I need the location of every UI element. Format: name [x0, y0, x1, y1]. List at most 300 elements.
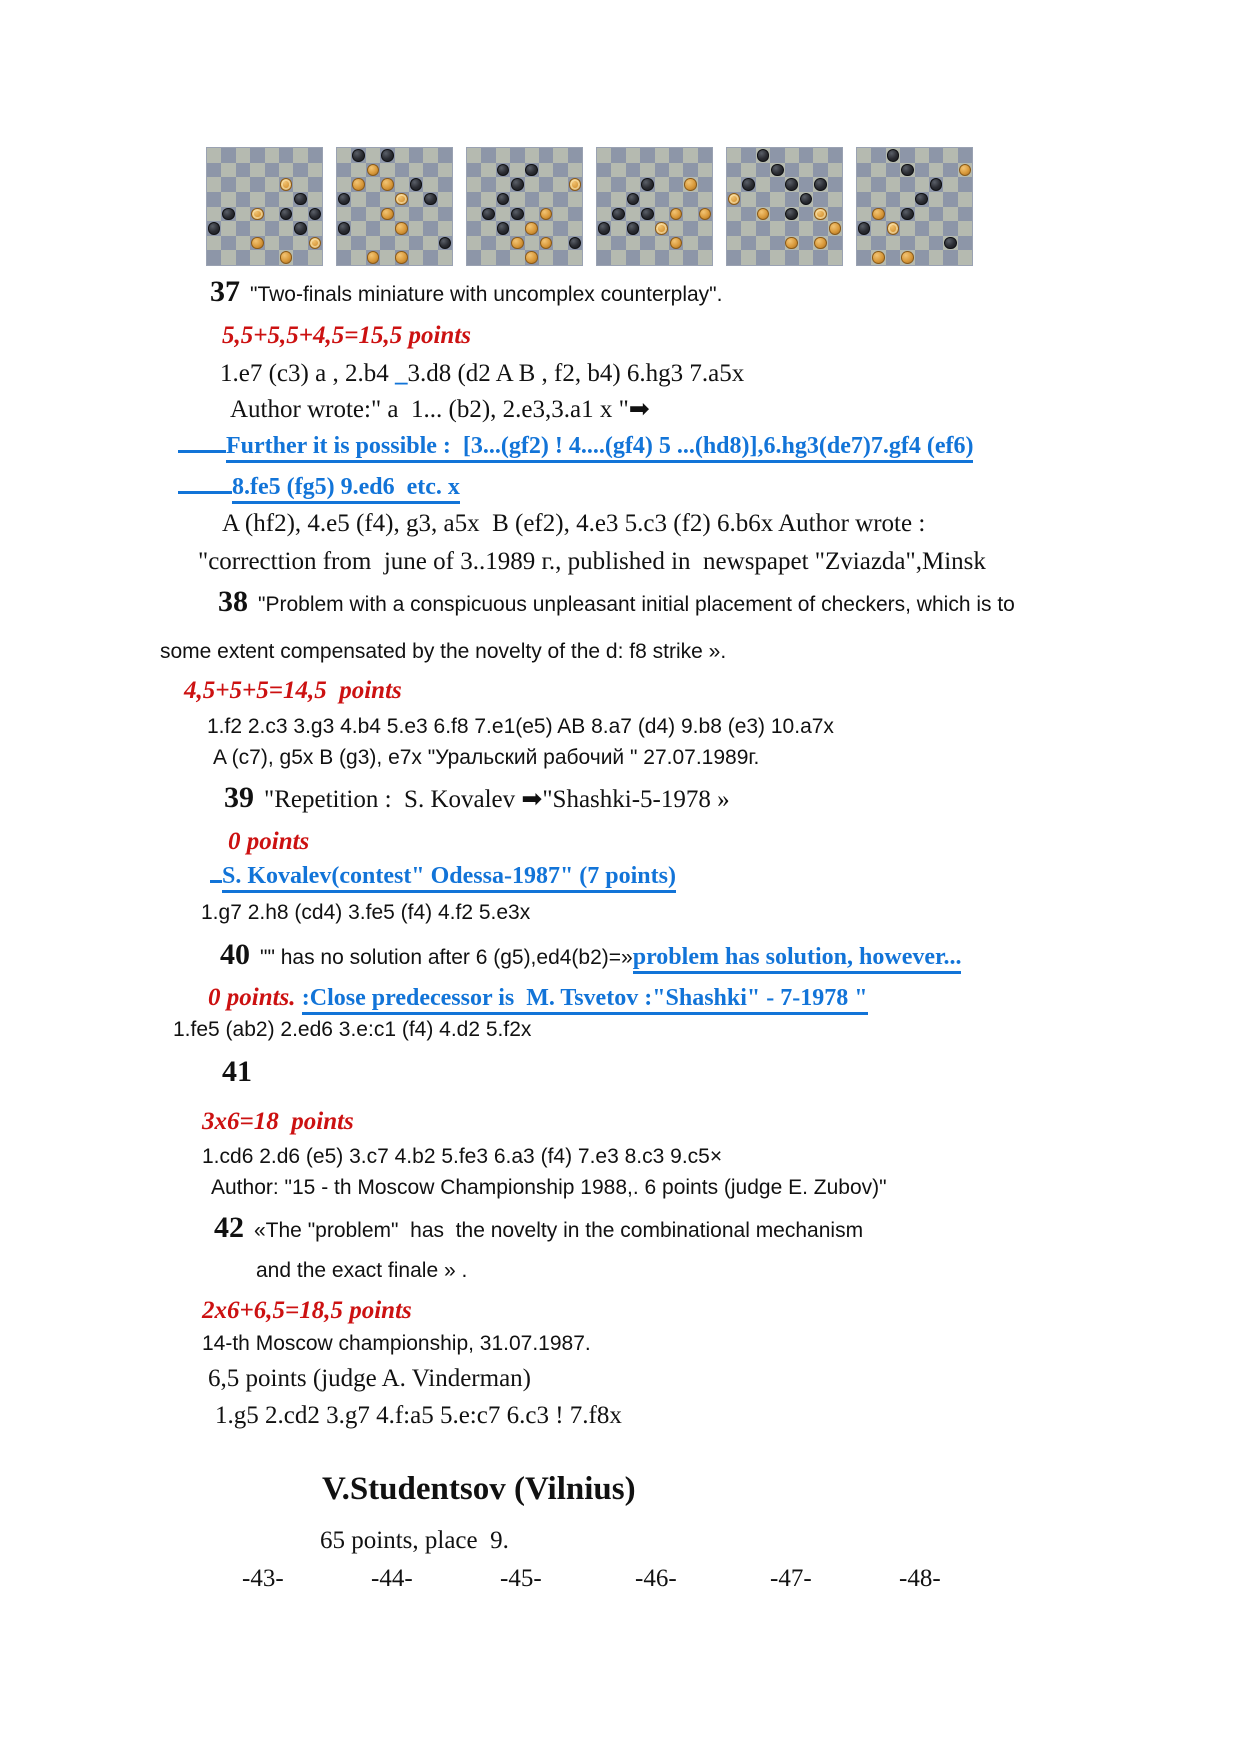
- board-square: [655, 148, 669, 163]
- board-square: [467, 192, 481, 207]
- board-square: [611, 177, 625, 192]
- board-square: [207, 236, 221, 251]
- board-square: [828, 148, 842, 163]
- problem-37-correction-note: "correcttion from june of 3..1989 г., published in newspapet "Zviazda",Minsk: [198, 548, 986, 575]
- board-square: [380, 163, 394, 178]
- problem-37-correction-line-1: Further it is possible : [3...(gf2) ! 4....(gf4) 5 ...(hd8)],6.hg3(de7)7.gf4 (ef6): [178, 434, 973, 460]
- problem-38-points: 4,5+5+5=14,5 points: [184, 677, 402, 704]
- board-square: [525, 207, 539, 222]
- black-checker-piece: [482, 208, 495, 221]
- board-square: [207, 207, 221, 222]
- board-square: [886, 236, 900, 251]
- board-square: [813, 250, 827, 265]
- board-square: [380, 250, 394, 265]
- problem-41-header: 41: [222, 1055, 252, 1088]
- board-square: [380, 192, 394, 207]
- board-square: [265, 221, 279, 236]
- problem-41-solution: 1.cd6 2.d6 (e5) 3.c7 4.b2 5.fe3 6.a3 (f4) 7.e3 8.c3 9.c5×: [202, 1145, 723, 1168]
- board-square: [221, 163, 235, 178]
- board-square: [727, 148, 741, 163]
- board-square: [770, 221, 784, 236]
- black-checker-piece: [785, 178, 798, 191]
- board-square: [221, 236, 235, 251]
- board-square: [236, 236, 250, 251]
- board-square: [265, 148, 279, 163]
- board-square: [380, 221, 394, 236]
- board-square: [611, 221, 625, 236]
- black-checker-piece: [757, 149, 770, 162]
- board-square: [250, 177, 264, 192]
- board-square: [626, 250, 640, 265]
- board-square: [886, 177, 900, 192]
- gold-checker-piece: [395, 222, 408, 235]
- board-square: [857, 163, 871, 178]
- board-square: [741, 148, 755, 163]
- board-square: [467, 207, 481, 222]
- problem-40-solution: 1.fe5 (ab2) 2.ed6 3.e:c1 (f4) 4.d2 5.f2x: [173, 1018, 532, 1041]
- problem-39-header: [224, 782, 730, 814]
- board-square: [626, 207, 640, 222]
- black-checker-piece: [887, 149, 900, 162]
- board-square: [597, 163, 611, 178]
- board-square: [337, 177, 351, 192]
- board-square: [611, 236, 625, 251]
- black-checker-piece: [381, 149, 394, 162]
- board-square: [553, 148, 567, 163]
- board-square: [799, 207, 813, 222]
- board-square: [640, 163, 654, 178]
- board-square: [337, 207, 351, 222]
- board-square: [640, 221, 654, 236]
- board-square: [568, 192, 582, 207]
- problem-42-points: 2x6+6,5=18,5 points: [202, 1297, 412, 1324]
- board-square: [958, 148, 972, 163]
- problem-number: 42: [214, 1211, 244, 1244]
- board-square: [943, 163, 957, 178]
- problem-40-points: 0 points.: [208, 984, 296, 1011]
- black-checker-piece: [525, 164, 538, 177]
- black-checker-piece: [511, 178, 524, 191]
- board-square: [871, 148, 885, 163]
- board-square: [250, 163, 264, 178]
- gold-checker-piece: [352, 178, 365, 191]
- black-checker-piece: [901, 164, 914, 177]
- problem-42-event: 14-th Moscow championship, 31.07.1987.: [202, 1332, 591, 1355]
- board-square: [727, 163, 741, 178]
- board-square: [409, 192, 423, 207]
- checkers-board-5: [727, 148, 842, 265]
- board-square: [510, 221, 524, 236]
- diagram-number-43: -43-: [242, 1565, 284, 1592]
- board-square: [929, 236, 943, 251]
- board-square: [727, 250, 741, 265]
- board-square: [337, 148, 351, 163]
- gold-checker-piece: [395, 251, 408, 264]
- board-square: [221, 148, 235, 163]
- black-checker-piece: [641, 178, 654, 191]
- gold-checker-piece-king: [251, 208, 264, 221]
- board-square: [943, 192, 957, 207]
- problem-description: "Two-finals miniature with uncomplex counterplay".: [250, 283, 723, 306]
- underline-lead: [178, 490, 232, 494]
- problem-40-predecessor: :Close predecessor is M. Tsvetov :"Shashki" - 7-1978 ": [302, 985, 868, 1015]
- board-square: [900, 236, 914, 251]
- board-square: [568, 163, 582, 178]
- board-square: [380, 236, 394, 251]
- board-square: [741, 192, 755, 207]
- board-square: [871, 163, 885, 178]
- board-square: [293, 163, 307, 178]
- board-square: [857, 177, 871, 192]
- board-square: [553, 221, 567, 236]
- board-square: [770, 207, 784, 222]
- board-square: [741, 207, 755, 222]
- board-square: [770, 250, 784, 265]
- board-square: [640, 148, 654, 163]
- board-square: [207, 163, 221, 178]
- underline-lead: [210, 879, 222, 883]
- board-square: [741, 236, 755, 251]
- board-square: [770, 148, 784, 163]
- board-square: [669, 250, 683, 265]
- black-checker-piece: [641, 208, 654, 221]
- board-square: [293, 177, 307, 192]
- board-square: [409, 221, 423, 236]
- board-square: [741, 163, 755, 178]
- checkers-board-4: [597, 148, 712, 265]
- board-square: [568, 250, 582, 265]
- black-checker-piece: [208, 222, 221, 235]
- board-square: [293, 236, 307, 251]
- board-square: [683, 207, 697, 222]
- board-square: [539, 250, 553, 265]
- board-square: [943, 148, 957, 163]
- board-square: [438, 177, 452, 192]
- board-square: [481, 250, 495, 265]
- board-square: [250, 192, 264, 207]
- board-square: [770, 177, 784, 192]
- board-square: [409, 148, 423, 163]
- gold-checker-piece: [872, 251, 885, 264]
- board-square: [525, 192, 539, 207]
- board-square: [900, 221, 914, 236]
- board-square: [785, 148, 799, 163]
- problem-number: 38: [218, 585, 248, 618]
- board-square: [236, 192, 250, 207]
- gold-checker-piece: [367, 251, 380, 264]
- gold-checker-piece: [901, 251, 914, 264]
- board-square: [265, 236, 279, 251]
- problem-37-author-note: Author wrote:" a 1... (b2), 2.e3,3.a1 x "➡: [230, 396, 650, 423]
- problem-38-header: [218, 586, 1015, 618]
- board-square: [236, 221, 250, 236]
- black-checker-piece: [612, 208, 625, 221]
- board-square: [640, 250, 654, 265]
- board-square: [265, 192, 279, 207]
- board-square: [756, 163, 770, 178]
- problem-38-solution: 1.f2 2.c3 3.g3 4.b4 5.e3 6.f8 7.e1(e5) AB 8.a7 (d4) 9.b8 (e3) 10.a7x: [207, 715, 834, 738]
- board-square: [857, 207, 871, 222]
- author-name-heading: V.Studentsov (Vilnius): [322, 1471, 636, 1507]
- board-square: [481, 177, 495, 192]
- board-square: [799, 148, 813, 163]
- board-square: [799, 236, 813, 251]
- board-square: [409, 163, 423, 178]
- board-square: [423, 163, 437, 178]
- board-square: [785, 192, 799, 207]
- black-checker-piece: [497, 222, 510, 235]
- board-square: [467, 163, 481, 178]
- problem-42-description-2: and the exact finale » .: [256, 1259, 468, 1282]
- board-square: [958, 250, 972, 265]
- board-square: [611, 192, 625, 207]
- gold-checker-piece: [511, 237, 524, 250]
- board-square: [727, 207, 741, 222]
- gold-checker-piece-king: [655, 222, 668, 235]
- blue-underscore-mark: _: [394, 360, 408, 387]
- problem-37-header: [210, 276, 722, 308]
- board-square: [366, 236, 380, 251]
- board-square: [857, 148, 871, 163]
- board-square: [409, 236, 423, 251]
- board-square: [279, 236, 293, 251]
- board-square: [568, 207, 582, 222]
- diagram-number-48: -48-: [899, 1565, 941, 1592]
- diagram-number-46: -46-: [635, 1565, 677, 1592]
- board-square: [481, 148, 495, 163]
- board-square: [221, 177, 235, 192]
- problem-number: 40: [220, 938, 250, 971]
- board-square: [626, 148, 640, 163]
- board-square: [568, 221, 582, 236]
- board-square: [438, 163, 452, 178]
- board-square: [813, 221, 827, 236]
- board-square: [279, 148, 293, 163]
- board-square: [496, 177, 510, 192]
- board-square: [698, 221, 712, 236]
- black-checker-piece: [901, 208, 914, 221]
- black-checker-piece: [338, 222, 351, 235]
- board-square: [655, 192, 669, 207]
- checkers-board-6: [857, 148, 972, 265]
- black-checker-piece: [598, 222, 611, 235]
- gold-checker-piece: [699, 208, 712, 221]
- board-square: [293, 148, 307, 163]
- board-square: [496, 236, 510, 251]
- board-square: [669, 221, 683, 236]
- board-square: [669, 148, 683, 163]
- board-square: [886, 250, 900, 265]
- board-square: [279, 192, 293, 207]
- checkers-board-2: [337, 148, 452, 265]
- board-square: [900, 148, 914, 163]
- board-square: [510, 192, 524, 207]
- gold-checker-piece: [525, 251, 538, 264]
- board-square: [525, 148, 539, 163]
- board-square: [813, 148, 827, 163]
- problem-41-points: 3x6=18 points: [202, 1108, 354, 1135]
- board-square: [900, 192, 914, 207]
- board-square: [438, 192, 452, 207]
- board-square: [553, 236, 567, 251]
- problem-description: "Problem with a conspicuous unpleasant initial placement of checkers, which is to: [258, 593, 1015, 616]
- board-square: [929, 192, 943, 207]
- board-square: [553, 250, 567, 265]
- board-square: [250, 221, 264, 236]
- board-square: [683, 192, 697, 207]
- board-square: [510, 163, 524, 178]
- board-square: [958, 207, 972, 222]
- board-square: [351, 163, 365, 178]
- board-square: [221, 221, 235, 236]
- board-square: [525, 236, 539, 251]
- board-square: [481, 236, 495, 251]
- board-square: [539, 148, 553, 163]
- board-square: [395, 177, 409, 192]
- board-square: [915, 148, 929, 163]
- board-square: [828, 250, 842, 265]
- black-checker-piece: [771, 164, 784, 177]
- board-square: [395, 148, 409, 163]
- board-square: [683, 250, 697, 265]
- board-square: [423, 250, 437, 265]
- board-square: [655, 177, 669, 192]
- gold-checker-piece: [381, 208, 394, 221]
- board-square: [351, 207, 365, 222]
- gold-checker-piece: [872, 208, 885, 221]
- board-square: [438, 221, 452, 236]
- board-square: [510, 250, 524, 265]
- board-square: [553, 177, 567, 192]
- board-square: [857, 250, 871, 265]
- board-square: [366, 192, 380, 207]
- board-square: [337, 250, 351, 265]
- board-square: [236, 207, 250, 222]
- board-square: [366, 177, 380, 192]
- board-square: [539, 221, 553, 236]
- diagram-number-47: -47-: [770, 1565, 812, 1592]
- board-square: [423, 236, 437, 251]
- board-square: [886, 207, 900, 222]
- gold-checker-piece: [525, 222, 538, 235]
- board-square: [308, 163, 322, 178]
- gold-checker-piece: [381, 178, 394, 191]
- board-square: [655, 207, 669, 222]
- board-square: [655, 250, 669, 265]
- board-square: [958, 236, 972, 251]
- checkers-board-1: [207, 148, 322, 265]
- board-square: [871, 177, 885, 192]
- board-square: [611, 148, 625, 163]
- board-square: [929, 148, 943, 163]
- board-square: [943, 177, 957, 192]
- gold-checker-piece: [684, 178, 697, 191]
- board-square: [351, 192, 365, 207]
- board-square: [293, 207, 307, 222]
- problem-number: 37: [210, 275, 240, 308]
- board-square: [958, 192, 972, 207]
- board-square: [640, 192, 654, 207]
- board-square: [265, 177, 279, 192]
- problem-number: 39: [224, 781, 254, 814]
- board-square: [366, 221, 380, 236]
- board-square: [597, 250, 611, 265]
- board-square: [467, 177, 481, 192]
- board-square: [727, 236, 741, 251]
- problem-38-variants: A (c7), g5x B (g3), e7x "Уральский рабочий " 27.07.1989г.: [213, 746, 760, 769]
- board-square: [279, 163, 293, 178]
- board-square: [727, 221, 741, 236]
- board-square: [698, 192, 712, 207]
- board-square: [597, 177, 611, 192]
- black-checker-piece: [410, 178, 423, 191]
- board-square: [207, 250, 221, 265]
- problem-39-solution: 1.g7 2.h8 (cd4) 3.fe5 (f4) 4.f2 5.e3x: [201, 901, 531, 924]
- board-square: [337, 163, 351, 178]
- board-square: [539, 163, 553, 178]
- problem-39-predecessor: S. Kovalev(contest" Odessa-1987" (7 points): [210, 864, 676, 890]
- board-square: [756, 221, 770, 236]
- board-square: [929, 163, 943, 178]
- gold-checker-piece: [814, 237, 827, 250]
- board-square: [683, 236, 697, 251]
- board-square: [886, 192, 900, 207]
- board-square: [871, 236, 885, 251]
- board-square: [871, 221, 885, 236]
- board-square: [351, 221, 365, 236]
- problem-37-variants: A (hf2), 4.e5 (f4), g3, a5x B (ef2), 4.e3 5.c3 (f2) 6.b6x Author wrote :: [222, 510, 926, 537]
- board-square: [886, 163, 900, 178]
- board-square: [741, 250, 755, 265]
- board-square: [943, 207, 957, 222]
- board-square: [236, 148, 250, 163]
- board-square: [900, 177, 914, 192]
- board-square: [539, 177, 553, 192]
- black-checker-piece: [352, 149, 365, 162]
- board-square: [727, 177, 741, 192]
- board-square: [915, 250, 929, 265]
- board-square: [250, 148, 264, 163]
- board-square: [496, 250, 510, 265]
- board-square: [785, 221, 799, 236]
- board-square: [293, 250, 307, 265]
- problem-42-judge: 6,5 points (judge A. Vinderman): [208, 1365, 531, 1392]
- board-square: [438, 207, 452, 222]
- board-square: [597, 207, 611, 222]
- gold-checker-piece: [829, 222, 842, 235]
- board-square: [785, 163, 799, 178]
- board-square: [943, 221, 957, 236]
- board-square: [279, 221, 293, 236]
- board-square: [597, 192, 611, 207]
- board-square: [640, 236, 654, 251]
- board-square: [221, 250, 235, 265]
- board-square: [669, 192, 683, 207]
- board-square: [698, 163, 712, 178]
- problem-40-solution-note: problem has solution, however...: [633, 944, 962, 974]
- board-square: [337, 236, 351, 251]
- board-square: [481, 192, 495, 207]
- black-checker-piece: [785, 208, 798, 221]
- board-square: [915, 177, 929, 192]
- board-square: [539, 192, 553, 207]
- board-square: [236, 163, 250, 178]
- board-square: [221, 192, 235, 207]
- problem-37-solution: 1.e7 (c3) a , 2.b4 _3.d8 (d2 A B , f2, b4) 6.hg3 7.a5x: [220, 360, 745, 387]
- board-square: [828, 163, 842, 178]
- board-square: [265, 207, 279, 222]
- problem-description: "Repetition : S. Kovalev ➡"Shashki-5-1978 »: [264, 786, 730, 813]
